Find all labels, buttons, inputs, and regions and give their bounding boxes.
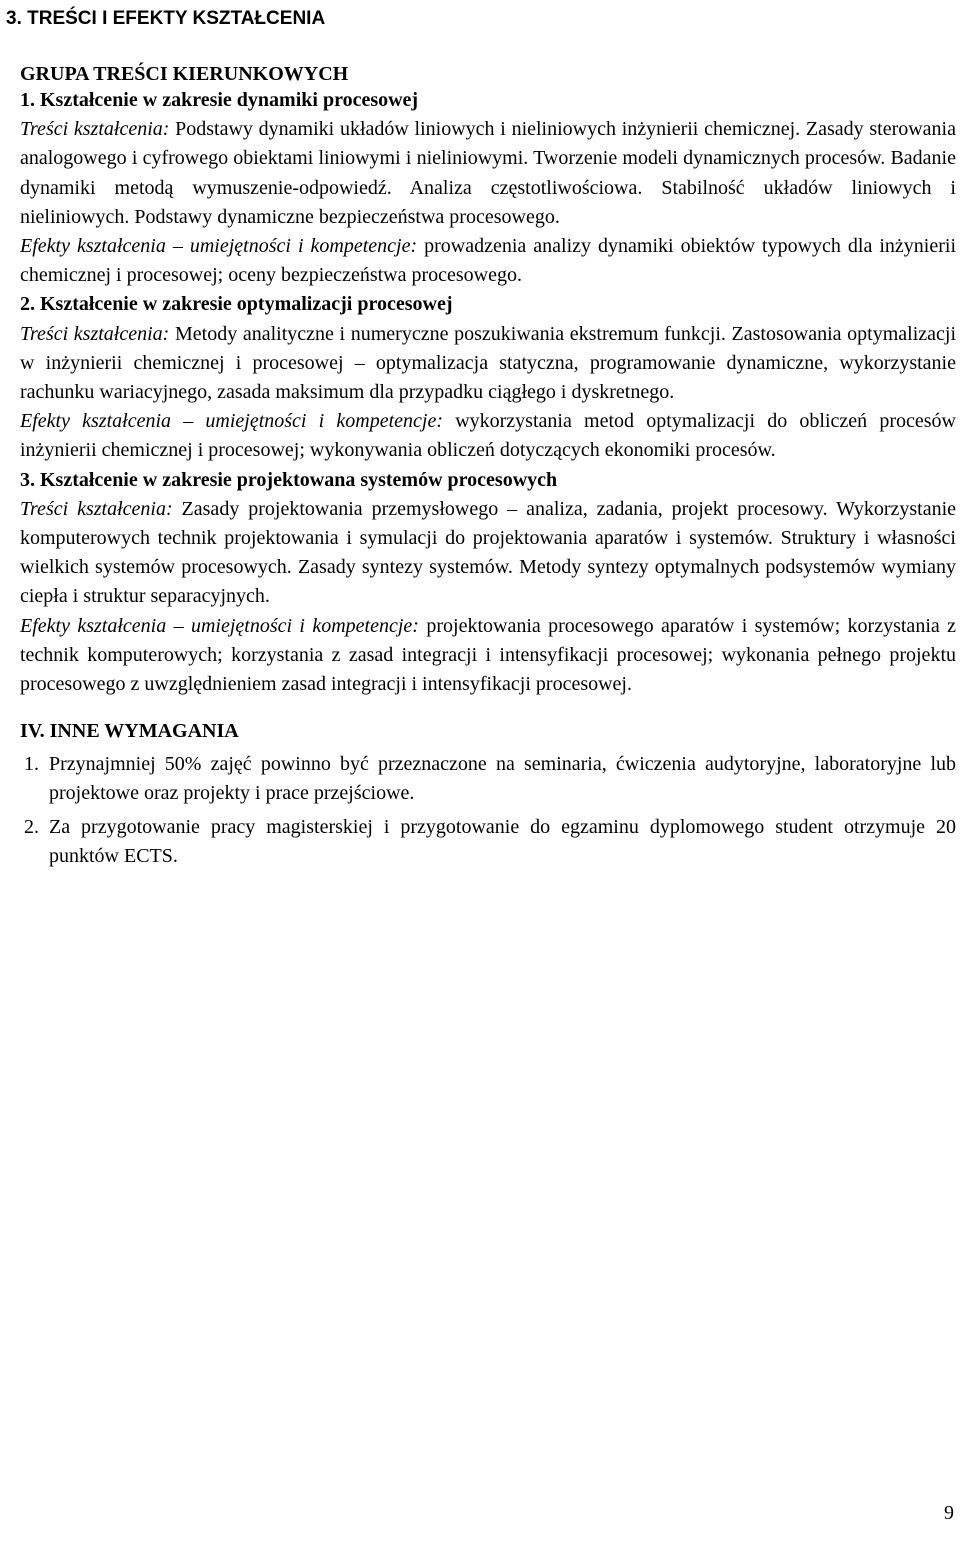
block-3-effects (20, 612, 956, 700)
section-title: 3. TREŚCI I EFEKTY KSZTAŁCENIA (6, 8, 326, 29)
block-1 (20, 86, 956, 290)
requirement-text: Przynajmniej 50% zajęć powinno być przeznaczone na seminaria, ćwiczenia audytoryjne, laboratoryjne lub projektowe oraz projekty i prace przejściowe. (49, 753, 956, 805)
block-2-effects (20, 407, 956, 465)
block-2-title: 2. Kształcenie w zakresie optymalizacji procesowej (20, 293, 453, 316)
block-1-title: 1. Kształcenie w zakresie dynamiki procesowej (20, 89, 419, 111)
requirement-number: 1. (24, 753, 39, 776)
block-3-effects-label: Efekty kształcenia – umiejętności i kompetencje: (20, 614, 419, 637)
requirement-item (20, 750, 956, 808)
block-1-effects-label: Efekty kształcenia – umiejętności i kompetencje: (20, 235, 418, 258)
block-2 (20, 290, 956, 465)
block-1-effects-text: prowadzenia analizy dynamiki obiektów typowych dla inżynierii chemicznej i procesowej; oceny bezpieczeństwa procesowego. (20, 235, 956, 287)
document-page (6, 0, 957, 875)
block-1-content-label: Treści kształcenia: (20, 118, 170, 141)
requirements-list (20, 750, 956, 871)
block-2-content-label: Treści kształcenia: (20, 322, 170, 345)
block-2-content-text: Metody analityczne i numeryczne poszukiwania ekstremum funkcji. Zastosowania optymalizacji w inżynierii chemicznej i procesowej – optymalizacja statyczna, programowanie dynamiczne, wykorzystanie rachunku wariacyjnego, zasada maksimum dla przypadku ciągłego i dyskretnego. (20, 322, 956, 404)
block-1-content-text: Podstawy dynamiki układów liniowych i nieliniowych inżynierii chemicznej. Zasady sterowania analogowego i cyfrowego obiektami liniowymi i nieliniowymi. Tworzenie modeli dynamicznych procesów. Badanie dynamiki metodą wymuszenie-odpowiedź. Analiza częstotliwościowa. Stabilność układów liniowych i nieliniowych. Podstawy dynamiczne bezpieczeństwa procesowego. (20, 118, 956, 228)
requirement-text: Za przygotowanie pracy magisterskiej i przygotowanie do egzaminu dyplomowego student otrzymuje 20 punktów ECTS. (49, 815, 956, 867)
block-2-effects-label: Efekty kształcenia – umiejętności i kompetencje: (20, 410, 444, 433)
block-1-effects (20, 232, 956, 290)
block-3-effects-text: projektowania procesowego aparatów i systemów; korzystania z technik komputerowych; korzystania z zasad integracji i intensyfikacji procesowej; wykonania pełnego projektu procesowego z uwzględnieniem zasad integracji i intensyfikacji procesowej. (20, 614, 957, 696)
block-3-content (20, 495, 956, 612)
requirement-number: 2. (24, 815, 39, 838)
block-2-content (20, 320, 956, 408)
group-title: GRUPA TREŚCI KIERUNKOWYCH (20, 63, 349, 85)
block-3-title: 3. Kształcenie w zakresie projektowana systemów procesowych (20, 468, 558, 491)
requirements-title: IV. INNE WYMAGANIA (20, 720, 239, 743)
block-1-content (20, 115, 956, 232)
page-number: 9 (944, 1502, 954, 1524)
block-3 (20, 466, 956, 700)
block-3-content-text: Zasady projektowania przemysłowego – analiza, zadania, projekt procesowy. Wykorzystanie komputerowych technik projektowania i symulacji do projektowania aparatów i systemów. Struktury i własności wielkich systemów procesowych. Zasady syntezy systemów. Metody syntezy optymalnych podsystemów wymiany ciepła i struktur separacyjnych. (20, 497, 957, 608)
block-2-effects-text: wykorzystania metod optymalizacji do obliczeń procesów inżynierii chemicznej i procesowej; wykonywania obliczeń dotyczących ekonomiki procesów. (20, 410, 956, 462)
requirement-item (20, 813, 956, 871)
block-3-content-label: Treści kształcenia: (20, 497, 173, 520)
